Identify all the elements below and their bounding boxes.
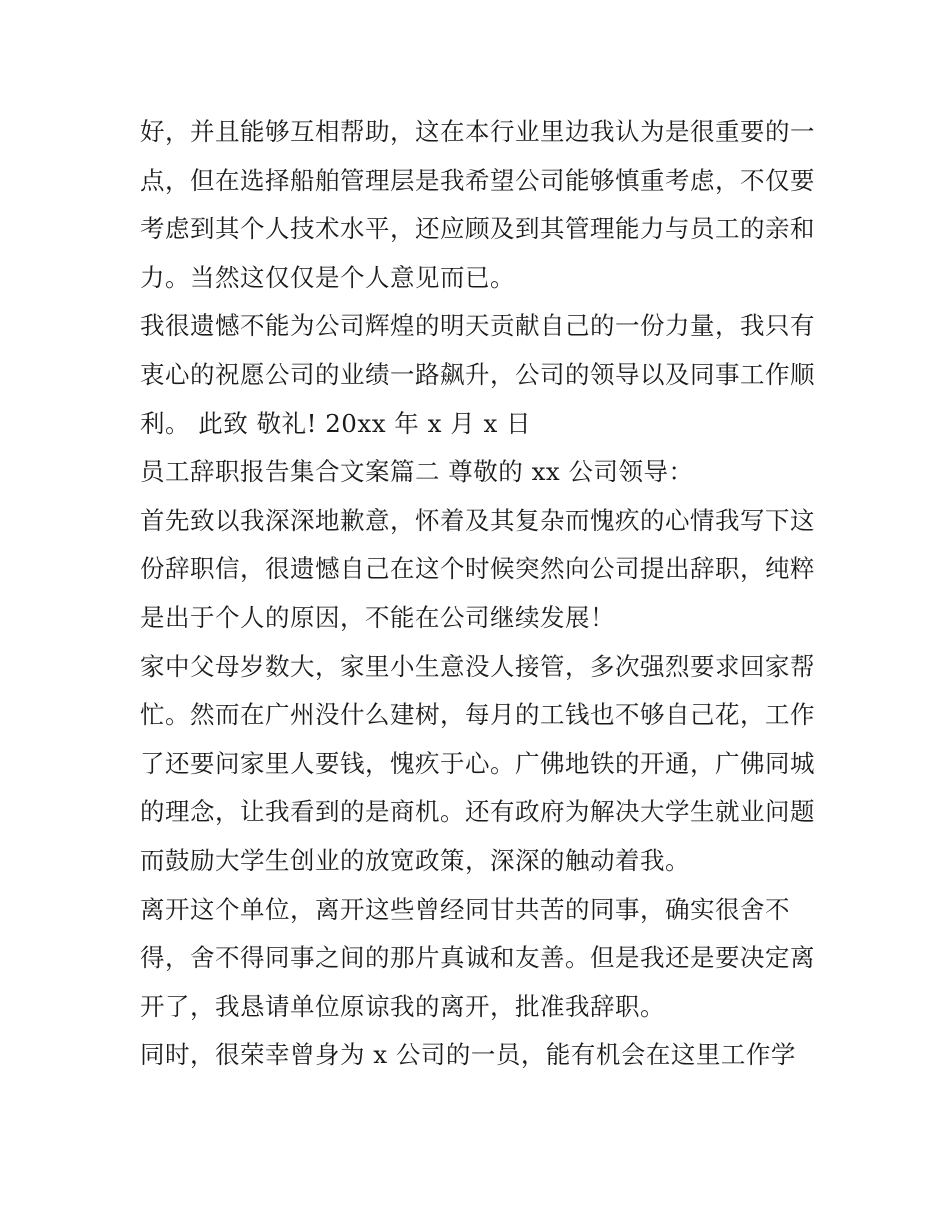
text-line: 开了，我恳请单位原谅我的离开，批准我辞职。 — [140, 991, 665, 1021]
text-line: 衷心的祝愿公司的业绩一路飙升，公司的领导以及同事工作顺 — [140, 359, 815, 389]
text-line: 利。 此致 敬礼! 20xx 年 x 月 x 日 — [140, 408, 532, 438]
text-line: 我很遗憾不能为公司辉煌的明天贡献自己的一份力量，我只有 — [140, 311, 815, 341]
text-line: 得，舍不得同事之间的那片真诚和友善。但是我还是要决定离 — [140, 943, 815, 973]
text-line: 是出于个人的原因，不能在公司继续发展！ — [140, 602, 615, 632]
text-line: 了还要问家里人要钱，愧疚于心。广佛地铁的开通，广佛同城 — [140, 748, 815, 778]
text-line: 力。当然这仅仅是个人意见而已。 — [140, 262, 515, 292]
text-line: 忙。然而在广州没什么建树，每月的工钱也不够自己花，工作 — [140, 700, 815, 730]
section-heading: 员工辞职报告集合文案篇二 尊敬的 xx 公司领导： — [140, 457, 694, 487]
document-body — [140, 108, 820, 1080]
text-line: 份辞职信，很遗憾自己在这个时候突然向公司提出辞职，纯粹 — [140, 554, 815, 584]
text-line: 而鼓励大学生创业的放宽政策，深深的触动着我。 — [140, 845, 690, 875]
text-line: 好，并且能够互相帮助，这在本行业里边我认为是很重要的一 — [140, 117, 815, 146]
text-line: 点，但在选择船舶管理层是我希望公司能够慎重考虑，不仅要 — [140, 165, 815, 195]
text-line: 首先致以我深深地歉意，怀着及其复杂而愧疚的心情我写下这 — [140, 505, 815, 535]
text-line: 家中父母岁数大，家里小生意没人接管，多次强烈要求回家帮 — [140, 651, 815, 681]
text-line: 的理念，让我看到的是商机。还有政府为解决大学生就业问题 — [140, 797, 815, 827]
text-line: 同时，很荣幸曾身为 x 公司的一员，能有机会在这里工作学 — [140, 1040, 796, 1070]
text-line: 离开这个单位，离开这些曾经同甘共苦的同事，确实很舍不 — [140, 894, 790, 924]
text-line: 考虑到其个人技术水平，还应顾及到其管理能力与员工的亲和 — [140, 214, 815, 244]
